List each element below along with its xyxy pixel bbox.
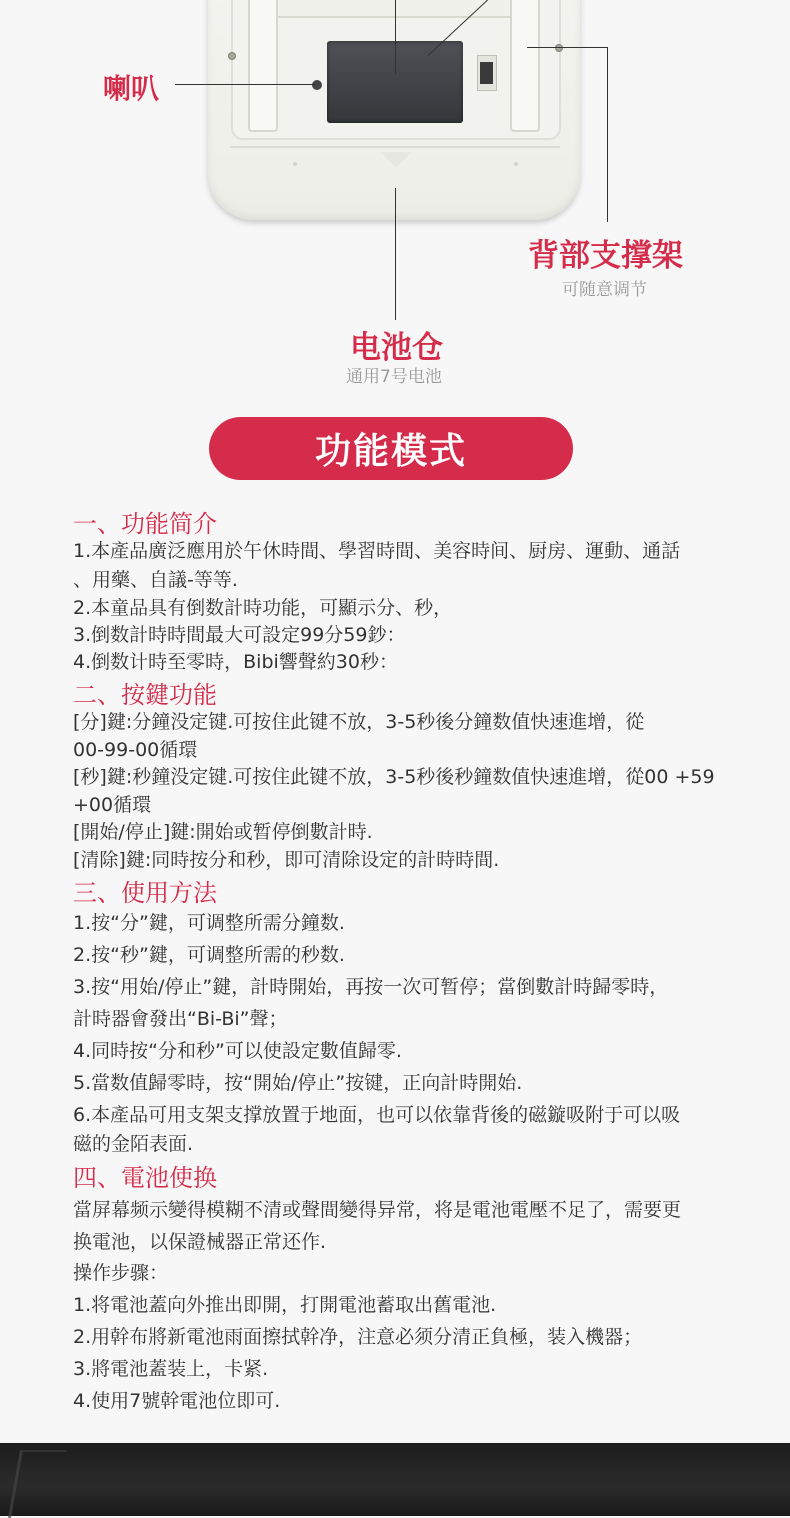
next-section-image (0, 1443, 790, 1516)
text-line: [開始/停止]鍵:開始或暂停倒數計時. (73, 821, 373, 843)
text-line: 1.本產品廣泛應用於午休時間、學習時間、美容時间、厨房、運動、通話 (73, 540, 681, 562)
text-line: 當屏幕频示變得模糊不清或聲間變得异常，将是電池電壓不足了，需要更 (73, 1199, 682, 1221)
speaker-leader-line (175, 84, 315, 85)
screw-icon (555, 44, 563, 52)
text-line: 3.將電池蓋装上，卡紧. (73, 1358, 269, 1380)
dot-mark (293, 162, 297, 166)
battery-label: 电池仓 (350, 330, 443, 366)
stand-note: 可随意调节 (562, 280, 647, 300)
section-title: 一、功能简介 (73, 510, 217, 538)
stand-left-leg (248, 0, 278, 132)
battery-leader-line (395, 188, 396, 320)
text-line: +00循環 (73, 794, 152, 816)
function-mode-banner: 功能模式 (209, 417, 573, 480)
stand-top-bar (248, 0, 536, 18)
switch-knob (480, 62, 493, 84)
stand-right-leg (510, 0, 540, 132)
device-divider (230, 146, 560, 148)
text-line: 、用藥、自議-等等. (73, 569, 238, 591)
text-line: 换電池，以保證械器正常还作. (73, 1231, 327, 1253)
text-line: 4.倒数计時至零時，Bibi響聲約30秒： (73, 651, 398, 673)
text-line: 00-99-00循環 (73, 739, 198, 761)
text-line: 2.本童品具有倒数計時功能，可顯示分、秒， (73, 597, 453, 619)
stand-leader-line-horizontal (527, 47, 607, 48)
text-line: 4.使用7號幹電池位即可. (73, 1390, 281, 1412)
screw-icon (228, 52, 236, 60)
text-line: 1.将電池蓋向外推出即開，打開電池蓄取出舊電池. (73, 1294, 497, 1316)
section-title: 二、按鍵功能 (73, 681, 217, 709)
stand-label: 背部支撑架 (528, 238, 683, 274)
triangle-down-icon (381, 152, 411, 168)
section-title: 四、電池使换 (73, 1164, 217, 1192)
text-line: 3.倒数計時時間最大可設定99分59鈔： (73, 624, 406, 646)
battery-top-leader-line (395, 0, 396, 74)
text-line: 操作步骤： (73, 1262, 169, 1284)
text-line: [清除]鍵:同時按分和秒，即可清除设定的計時時間. (73, 849, 500, 871)
section-title: 三、使用方法 (73, 879, 217, 907)
text-line: 1.按“分”鍵，可调整所需分鐘数. (73, 912, 345, 934)
text-line: [秒]鍵:秒鐘没定键.可按住此键不放，3-5秒後秒鐘数值快速進增，從00 +59 (73, 766, 715, 788)
text-line: 6.本產品可用支架支撑放置于地面，也可以依靠背後的磁鏇吸附于可以吸 (73, 1104, 681, 1126)
battery-note: 通用7号电池 (346, 367, 442, 387)
stand-leader-line-vertical (607, 47, 608, 222)
speaker-hole (312, 80, 322, 90)
text-line: 2.按“秒”鍵，可调整所需的秒数. (73, 944, 345, 966)
text-line: 4.同時按“分和秒”可以使設定數值歸零. (73, 1040, 402, 1062)
text-line: 3.按“用始/停止”鍵，計時開始，再按一次可暂停；當倒數計時歸零時， (73, 976, 669, 998)
text-line: 計時器會發出“Bi-Bi”聲； (73, 1008, 288, 1030)
text-line: 磁的金陌表面. (73, 1133, 194, 1155)
text-line: 2.用幹布將新電池雨面擦拭幹净，注意必须分清正負極，装入機器； (73, 1326, 643, 1348)
dot-mark (514, 162, 518, 166)
text-line: [分]鍵:分鐘没定键.可按住此键不放，3-5秒後分鐘数值快速進增，從 (73, 711, 645, 733)
text-line: 5.當数值歸零時，按“開始/停止”按键，正向計時開始. (73, 1072, 523, 1094)
speaker-label: 喇叭 (103, 72, 160, 105)
